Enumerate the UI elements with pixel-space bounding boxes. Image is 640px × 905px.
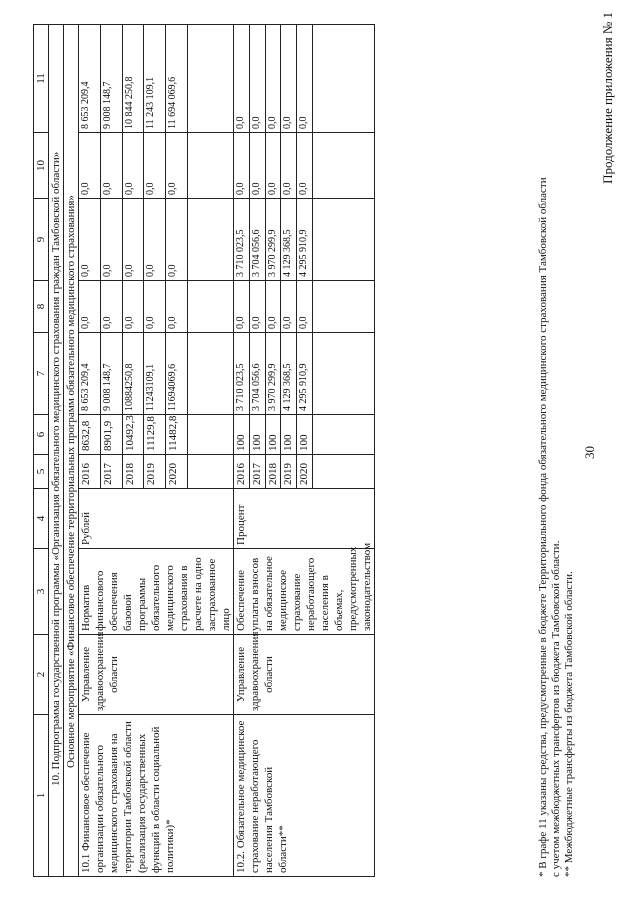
- value-cell: 10492,3: [122, 415, 144, 455]
- local-cell: 0,0: [144, 133, 166, 199]
- row1-executor: Управление здравоохранения области: [79, 635, 234, 715]
- federal-cell: 0,0: [281, 281, 297, 333]
- fund-cell: 9 008 148,7: [100, 25, 122, 133]
- fund-cell: 0,0: [297, 25, 313, 133]
- value-cell: 100: [234, 415, 250, 455]
- year-cell: 2016: [234, 455, 250, 489]
- regional-cell: 3 704 056,6: [249, 199, 265, 281]
- fund-cell: 11 694 069,6: [166, 25, 188, 133]
- total-cell: 8 653 209,4: [79, 333, 101, 415]
- column-header: 6: [34, 415, 49, 455]
- row1-indicator: Норматив финансового обеспечения базовой программы обязательного медицинского страхования в расчете на одно застрахованное лицо: [79, 549, 234, 635]
- regional-cell: 0,0: [79, 199, 101, 281]
- table-row: [79, 25, 101, 877]
- total-cell: 3 704 056,6: [249, 333, 265, 415]
- footnote: * В графе 11 указаны средства, предусмотренные в бюджете Территориального фонда обязательного медицинского страхования Тамбовской области: [537, 177, 549, 877]
- local-cell: 0,0: [234, 133, 250, 199]
- row2-unit: Процент: [234, 489, 375, 549]
- federal-cell: 0,0: [100, 281, 122, 333]
- year-cell: 2017: [100, 455, 122, 489]
- fund-cell: 0,0: [281, 25, 297, 133]
- year-cell: 2020: [166, 455, 188, 489]
- year-cell: 2017: [249, 455, 265, 489]
- column-header: 10: [34, 133, 49, 199]
- fund-cell: 0,0: [234, 25, 250, 133]
- federal-cell: 0,0: [166, 281, 188, 333]
- total-cell: 4 295 910,9: [297, 333, 313, 415]
- year-cell: 2018: [122, 455, 144, 489]
- federal-cell: 0,0: [265, 281, 281, 333]
- footnote: ** Межбюджетные трансферты из бюджета Тамбовской области.: [563, 571, 575, 877]
- fund-cell: 0,0: [249, 25, 265, 133]
- row1-unit: Рублей: [79, 489, 234, 549]
- main-activity-row: [64, 25, 79, 877]
- local-cell: 0,0: [100, 133, 122, 199]
- local-cell: 0,0: [281, 133, 297, 199]
- regional-cell: 3 710 023,5: [234, 199, 250, 281]
- row1-name: 10.1 Финансовое обеспечение организации обязательного медицинского страхования на территории Тамбовской области (реализация государственных функций в области социальной политики)*: [79, 715, 234, 877]
- local-cell: 0,0: [122, 133, 144, 199]
- regional-cell: 4 129 368,5: [281, 199, 297, 281]
- footnotes: [537, 177, 576, 877]
- fund-cell: 0,0: [265, 25, 281, 133]
- column-header: 5: [34, 455, 49, 489]
- value-cell: 8901,9: [100, 415, 122, 455]
- column-header: 8: [34, 281, 49, 333]
- local-cell: 0,0: [249, 133, 265, 199]
- local-cell: 0,0: [297, 133, 313, 199]
- federal-cell: 0,0: [297, 281, 313, 333]
- row2-executor: Управление здравоохранения области: [234, 635, 375, 715]
- total-cell: 11694069,6: [166, 333, 188, 415]
- fund-cell: 8 653 209,4: [79, 25, 101, 133]
- local-cell: 0,0: [265, 133, 281, 199]
- regional-cell: 0,0: [166, 199, 188, 281]
- column-number-row: [34, 25, 49, 877]
- regional-cell: 3 970 299,9: [265, 199, 281, 281]
- value-cell: 100: [249, 415, 265, 455]
- data-table: [33, 24, 375, 877]
- column-header: 3: [34, 549, 49, 635]
- appendix-label: Продолжение приложения № 1: [600, 12, 615, 184]
- regional-cell: 0,0: [100, 199, 122, 281]
- row2-name: 10.2. Обязательное медицинское страхование неработающего населения Тамбовской области**: [234, 715, 375, 877]
- local-cell: 0,0: [166, 133, 188, 199]
- page-number: 30: [582, 446, 597, 459]
- subprogram-row: [49, 25, 64, 877]
- year-cell: 2020: [297, 455, 313, 489]
- value-cell: 100: [265, 415, 281, 455]
- main-activity-title: Основное мероприятие «Финансовое обеспечение территориальных программ обязательного медицинского страхования»: [64, 25, 79, 877]
- column-header: 2: [34, 635, 49, 715]
- column-header: 4: [34, 489, 49, 549]
- total-cell: 3 970 299,9: [265, 333, 281, 415]
- column-header: 7: [34, 333, 49, 415]
- federal-cell: 0,0: [249, 281, 265, 333]
- table-row: [234, 25, 250, 877]
- federal-cell: 0,0: [144, 281, 166, 333]
- value-cell: 100: [297, 415, 313, 455]
- regional-cell: 4 295 910,9: [297, 199, 313, 281]
- federal-cell: 0,0: [79, 281, 101, 333]
- total-cell: 10884250,8: [122, 333, 144, 415]
- column-header: 9: [34, 199, 49, 281]
- local-cell: 0,0: [79, 133, 101, 199]
- year-cell: 2016: [79, 455, 101, 489]
- regional-cell: 0,0: [144, 199, 166, 281]
- total-cell: 4 129 368,5: [281, 333, 297, 415]
- total-cell: 9 008 148,7: [100, 333, 122, 415]
- year-cell: 2019: [281, 455, 297, 489]
- row2-indicator: Обеспечение уплаты взносов на обязательное медицинское страхование неработающего населения в объемах, предусмотренных законодательством: [234, 549, 375, 635]
- value-cell: 11129,8: [144, 415, 166, 455]
- column-header: 11: [34, 25, 49, 133]
- value-cell: 100: [281, 415, 297, 455]
- year-cell: 2018: [265, 455, 281, 489]
- total-cell: 3 710 023,5: [234, 333, 250, 415]
- fund-cell: 11 243 109,1: [144, 25, 166, 133]
- year-cell: 2019: [144, 455, 166, 489]
- total-cell: 11243109,1: [144, 333, 166, 415]
- value-cell: 8632,8: [79, 415, 101, 455]
- subprogram-title: 10. Подпрограмма государственной программы «Организация обязательного медицинского страхования граждан Тамбовской области»: [49, 25, 64, 877]
- column-header: 1: [34, 715, 49, 877]
- footnote: с учетом межбюджетных трансфертов из бюджета Тамбовской области.: [550, 540, 562, 877]
- federal-cell: 0,0: [122, 281, 144, 333]
- fund-cell: 10 844 250,8: [122, 25, 144, 133]
- federal-cell: 0,0: [234, 281, 250, 333]
- regional-cell: 0,0: [122, 199, 144, 281]
- value-cell: 11482,8: [166, 415, 188, 455]
